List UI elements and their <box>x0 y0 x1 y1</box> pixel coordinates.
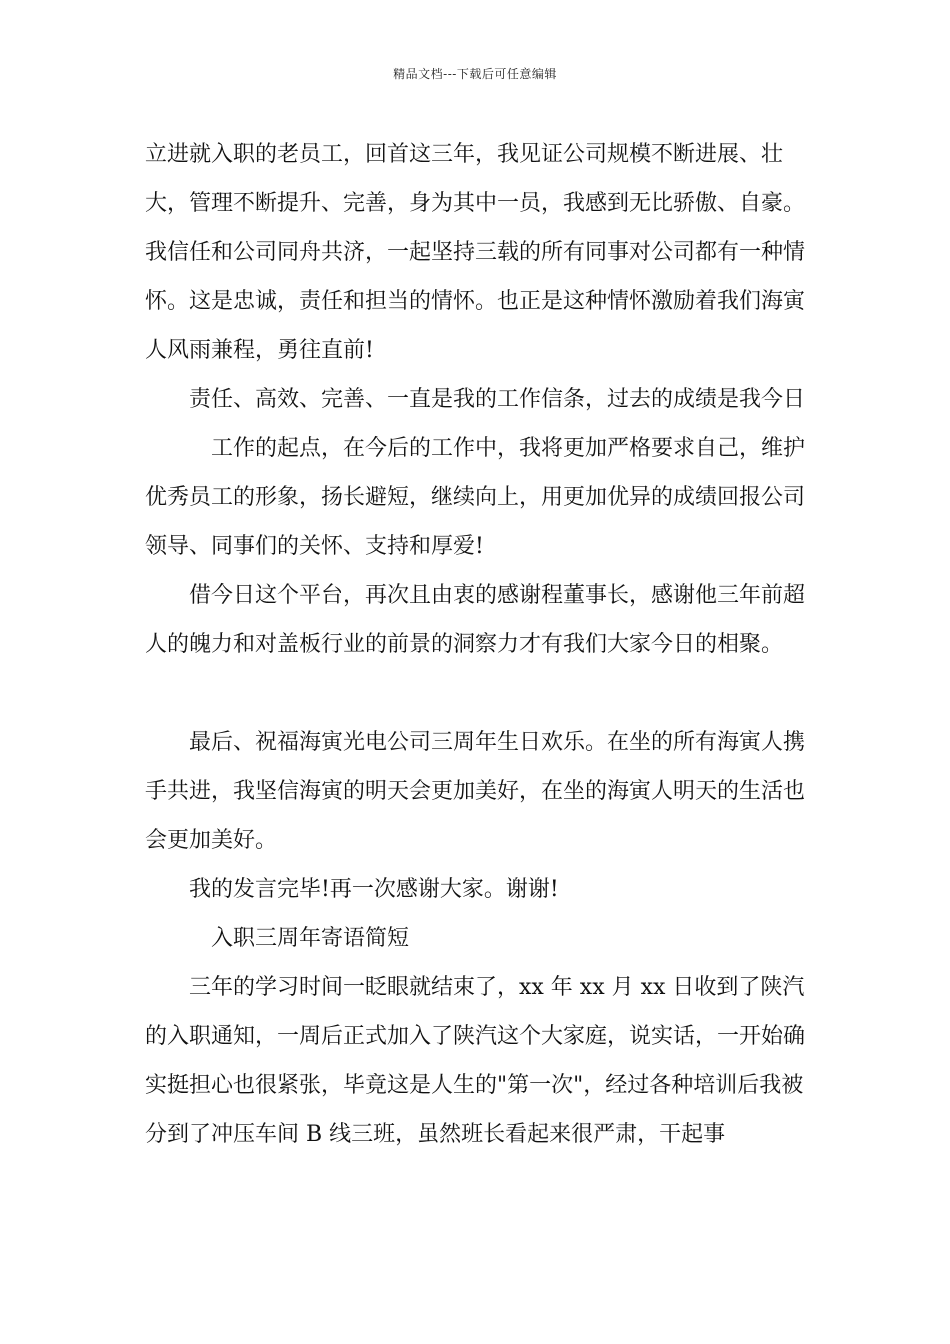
paragraph-5: 最后、祝福海寅光电公司三周年生日欢乐。在坐的所有海寅人携手共进，我坚信海寅的明天会更加美好，在坐的海寅人明天的生活也会更加美好。 <box>145 730 806 853</box>
document-body <box>145 130 825 1159</box>
paragraph-4: 借今日这个平台，再次且由衷的感谢程董事长，感谢他三年前超人的魄力和对盖板行业的前景的洞察力才有我们大家今日的相聚。 <box>145 583 806 657</box>
paragraph-1: 立进就入职的老员工，回首这三年，我见证公司规模不断进展、壮大，管理不断提升、完善，身为其中一员，我感到无比骄傲、自豪。我信任和公司同舟共济，一起坚持三载的所有同事对公司都有一种情怀。这是忠诚，责任和担当的情怀。也正是这种情怀激励着我们海寅人风雨兼程，勇往直前! <box>145 142 806 363</box>
paragraph-3: 工作的起点，在今后的工作中，我将更加严格要求自己，维护优秀员工的形象，扬长避短，继续向上，用更加优异的成绩回报公司领导、同事们的关怀、支持和厚爱! <box>145 436 806 559</box>
page-header: 精品文档---下载后可任意编辑 <box>393 67 557 81</box>
paragraph-gap <box>145 669 825 718</box>
paragraph-7: 三年的学习时间一眨眼就结束了，xx 年 xx 月 xx 日收到了陕汽的入职通知，一周后正式加入了陕汽这个大家庭，说实话，一开始确实挺担心也很紧张，毕竟这是人生的"第一次"，经过各种培训后我被分到了冲压车间 B 线三班，虽然班长看起来很严肃，干起事 <box>145 975 806 1147</box>
paragraph-2: 责任、高效、完善、一直是我的工作信条，过去的成绩是我今日 <box>189 387 806 412</box>
paragraph-6: 我的发言完毕!再一次感谢大家。谢谢! <box>189 877 559 902</box>
section-title: 入职三周年寄语简短 <box>211 926 410 951</box>
